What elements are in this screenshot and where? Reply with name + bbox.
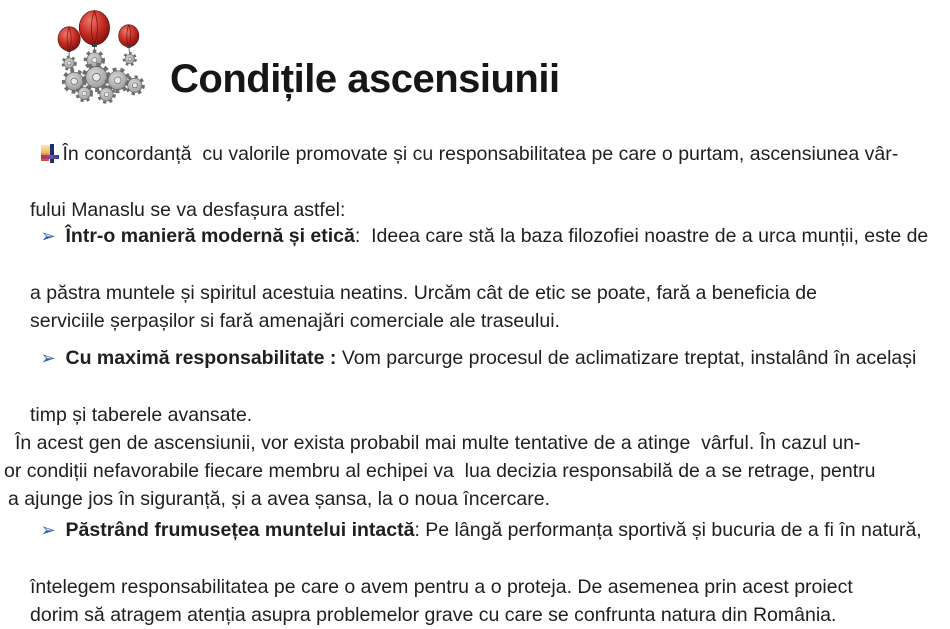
- bullet-lead-bold: Păstrând frumusețea muntelui intactă: [65, 519, 415, 541]
- arrow-bullet-icon: ➢: [40, 520, 56, 541]
- bullet-responsibility: [0, 316, 950, 513]
- bullet-text: întelegem responsabilitatea pe care o avem pentru a o proteja. De asemenea prin acest proiect: [30, 576, 853, 598]
- bullet-lead-rest: Vom parcurge procesul de aclimatizare treptat, instalând în același: [336, 347, 917, 369]
- bullet-text: dorim să atragem atenția asupra problemelor grave cu care se confrunta natura din România.: [30, 604, 837, 626]
- bullet-text: timp și taberele avansate.: [30, 404, 253, 426]
- balloon-shapes: [58, 11, 139, 52]
- bullet-line: [0, 194, 950, 279]
- bullet-text: a păstra muntele și spiritul acestuia neatins. Urcăm cât de etic se poate, fară a beneficia de: [30, 282, 817, 304]
- balloons-gears-image: [56, 2, 152, 104]
- gear-shapes: [63, 51, 143, 102]
- bullet-line: [0, 316, 950, 401]
- arrow-bullet-icon: ➢: [40, 348, 56, 369]
- bullet-manner-ethics: [0, 194, 950, 335]
- bullet-lead-bold: Cu maximă responsabilitate :: [65, 347, 337, 369]
- bullet-lead-rest: : Ideea care stă la baza filozofiei noastre de a urca munții, este de: [354, 225, 929, 247]
- intro-text: În concordanță cu valorile promovate și cu responsabilitatea pe care o purtam, ascensiunea vâr-: [62, 143, 899, 165]
- bullet-text: or condiții nefavorabile fiecare membru al echipei va lua decizia responsabilă de a se retrage, pentru: [4, 460, 876, 482]
- plus-bullet-icon: [41, 144, 63, 163]
- intro-text: fului Manaslu se va desfașura astfel:: [30, 199, 346, 221]
- bullet-line: [0, 488, 950, 573]
- intro-line: [0, 112, 950, 196]
- bullet-text: a ajunge jos în siguranță, și a avea șansa, la o noua încercare.: [8, 488, 551, 510]
- bullet-text: În acest gen de ascensiunii, vor exista probabil mai multe tentative de a atinge vârful. În cazul un-: [15, 432, 861, 454]
- slide-title: Condițile ascensiunii: [170, 56, 560, 101]
- bullet-lead-rest: : Pe lângă performanța sportivă și bucuria de a fi în natură,: [414, 519, 922, 541]
- bullet-beauty-intact: [0, 488, 950, 629]
- bullet-lead-bold: Într-o manieră modernă și etică: [65, 225, 355, 247]
- arrow-bullet-icon: ➢: [40, 226, 56, 247]
- bullet-text: serviciile șerpașilor si fară amenajări comerciale ale traseului.: [30, 310, 560, 332]
